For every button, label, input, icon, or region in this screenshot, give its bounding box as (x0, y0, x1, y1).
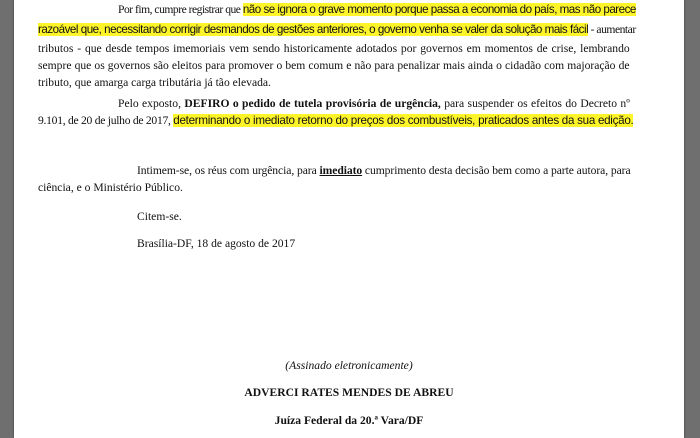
p1-line5: tributo, que amarga carga tributária já tão elevada. (38, 76, 271, 89)
p3-line1 (137, 164, 631, 177)
p2-line2-text: 9.101, de 20 de julho de 2017, (38, 114, 174, 127)
signature-name: ADVERCI RATES MENDES DE ABREU (244, 386, 454, 399)
document-page (14, 0, 684, 438)
p1-line1-highlight: não se ignora o grave momento porque passa a economia do país, mas não parece (242, 3, 636, 16)
p2-line2 (38, 114, 633, 127)
p2-line2-highlight: determinando o imediato retorno do preços dos combustíveis, praticados antes da sua edição. (173, 114, 634, 127)
signature-note: (Assinado eletronicamente) (285, 359, 413, 372)
p1-line4: sempre que os governos são eleitos para promover o bem comum e não para penalizar mais ainda o cidadão com majoração de (38, 59, 630, 72)
signature-role: Juíza Federal da 20.ª Vara/DF (274, 414, 424, 427)
p2-line1-text: Pelo exposto, (118, 97, 185, 110)
p3-line1-emphasis: imediato (319, 164, 363, 177)
place-date: Brasília-DF, 18 de agosto de 2017 (137, 237, 296, 250)
cite-line: Citem-se. (137, 210, 182, 223)
p3-line1-text: Intimem-se, os réus com urgência, para (137, 164, 320, 177)
p1-line2 (38, 23, 636, 36)
p3-line2: ciência, e o Ministério Público. (38, 181, 183, 194)
p2-line1-tail: para suspender os efeitos do Decreto nº (440, 97, 630, 110)
p2-line1-bold: DEFIRO o pedido de tutela provisória de urgência, (184, 97, 441, 110)
p1-line1-text: Por fim, cumpre registrar que (118, 3, 243, 16)
p1-line3: tributos - que desde tempos imemoriais vem sendo historicamente adotados por governos em momentos de crise, lembrando (38, 42, 630, 55)
p1-line2-text: - aumentar (588, 23, 636, 36)
p3-line1-tail: cumprimento desta decisão bem como a parte autora, para (362, 164, 631, 177)
p1-line1 (118, 3, 636, 16)
p1-line2-highlight: razoável que, necessitando corrigir desmandos de gestões anteriores, o governo venha se valer da solução mais fácil (38, 23, 589, 36)
p2-line1 (118, 97, 630, 110)
